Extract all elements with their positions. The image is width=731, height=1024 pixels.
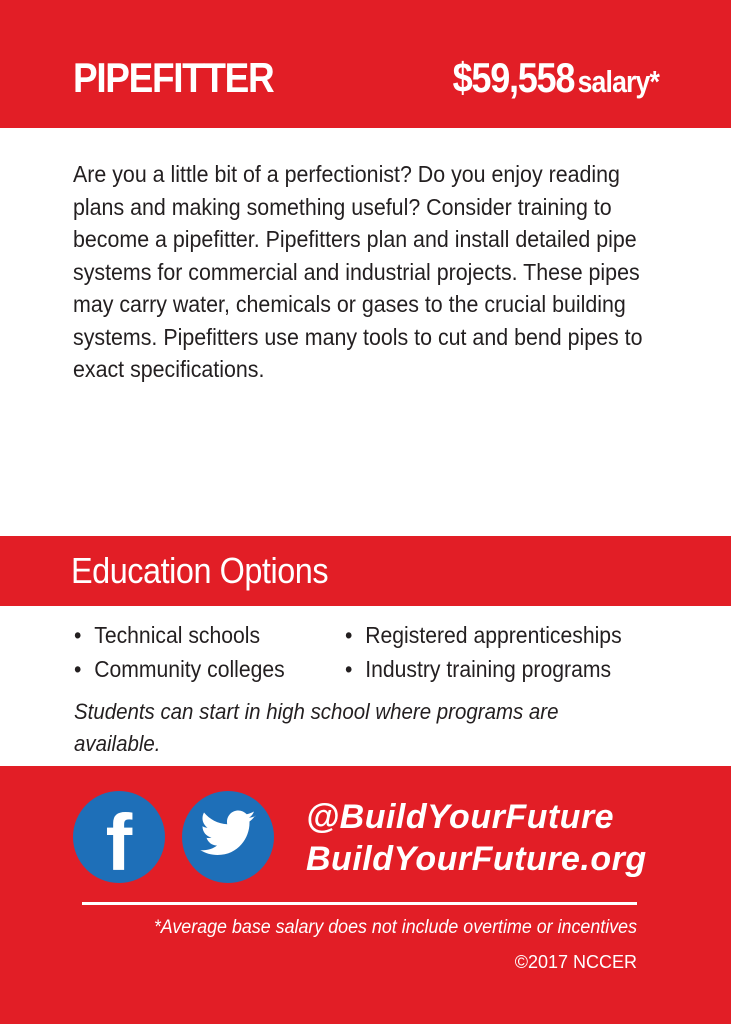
divider xyxy=(82,902,637,905)
education-title: Education Options xyxy=(71,550,329,591)
education-options-right xyxy=(345,618,646,686)
education-option xyxy=(74,652,285,686)
salary-disclaimer: *Average base salary does not include overtime or incentives xyxy=(153,917,637,938)
copyright: ©2017 NCCER xyxy=(514,952,637,972)
salary-label xyxy=(453,54,659,102)
bullet: • xyxy=(74,622,82,648)
facebook-icon[interactable]: f xyxy=(73,791,165,883)
education-note: Students can start in high school where programs are available. xyxy=(74,699,559,756)
salary-amount: $59,558 xyxy=(452,54,575,101)
option-label: Community colleges xyxy=(94,656,285,682)
education-option xyxy=(345,618,622,652)
option-label: Technical schools xyxy=(94,622,261,648)
header-bar xyxy=(0,0,731,128)
career-description: Are you a little bit of a perfectionist? Do you enjoy reading plans and making something useful? Consider training to become a pipefitter. Pipefitters plan and install detailed pipe systems for commercial and industrial projects. These pipes may carry water, chemicals or gases to the crucial building systems. Pipefitters use many tools to cut and bend pipes to exact specifications. xyxy=(73,161,643,382)
education-header-bar xyxy=(0,536,731,606)
education-option xyxy=(74,618,285,652)
salary-word: salary* xyxy=(577,64,659,99)
bullet: • xyxy=(74,656,82,682)
footer-bar xyxy=(0,766,731,1024)
website-link[interactable]: BuildYourFuture.org xyxy=(306,840,647,878)
option-label: Registered apprenticeships xyxy=(365,622,622,648)
social-handles xyxy=(306,796,647,880)
education-options-left xyxy=(74,618,303,686)
option-label: Industry training programs xyxy=(365,656,612,682)
twitter-icon[interactable] xyxy=(182,791,274,883)
social-handle[interactable]: @BuildYourFuture xyxy=(306,798,615,836)
bullet: • xyxy=(345,622,353,648)
education-option xyxy=(345,652,622,686)
page-title: PIPEFITTER xyxy=(73,54,274,101)
bullet: • xyxy=(345,656,353,682)
